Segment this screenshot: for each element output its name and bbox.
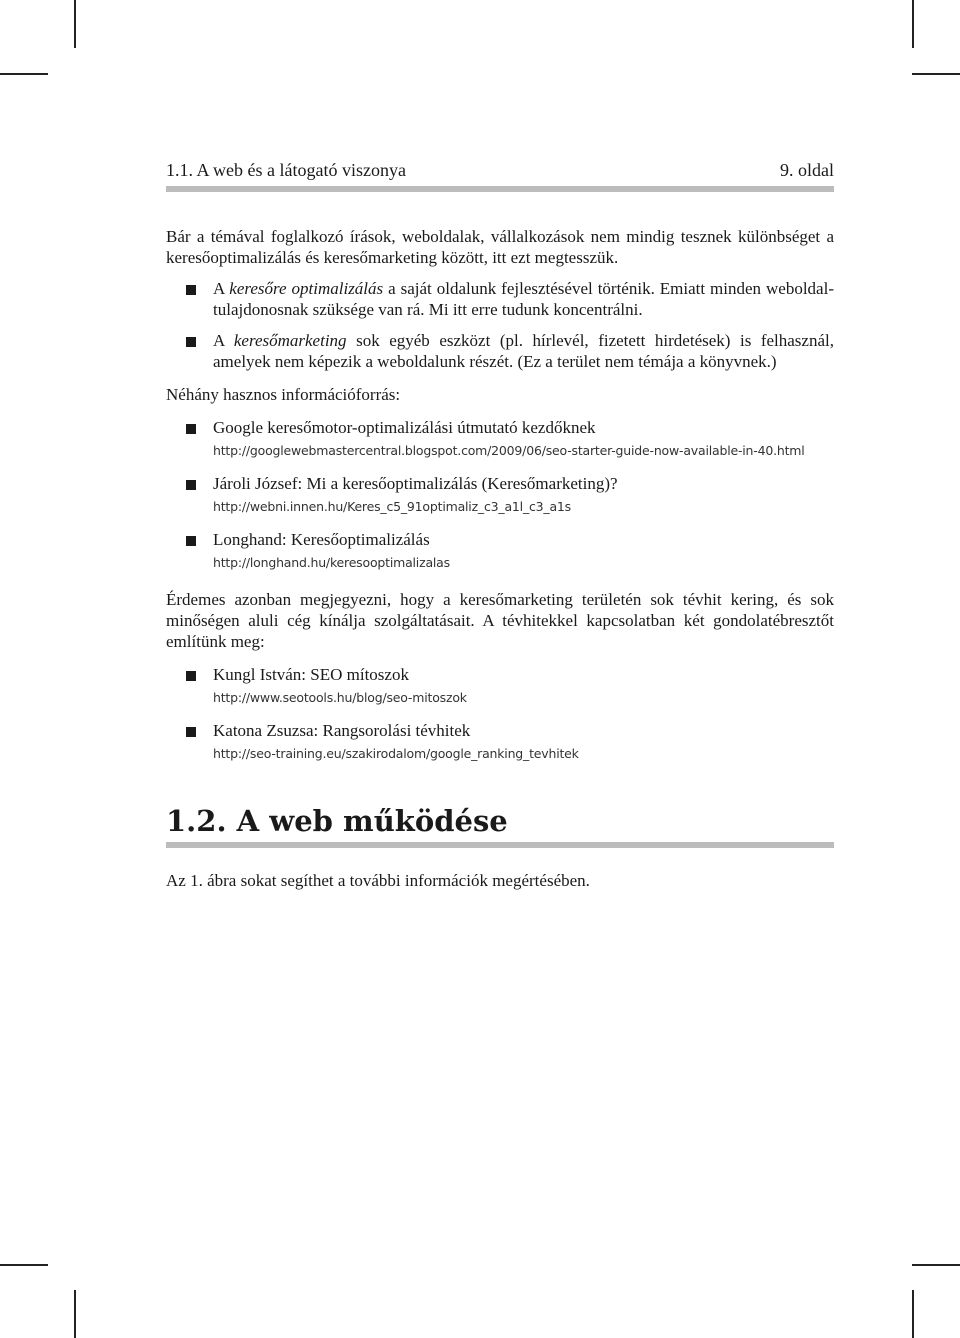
section-rule bbox=[166, 842, 834, 848]
myth-item bbox=[166, 720, 834, 764]
definition-item bbox=[166, 330, 834, 372]
myth-url[interactable]: http://seo-training.eu/szakirodalom/google_ranking_tevhitek bbox=[213, 746, 579, 761]
running-head-section: 1.1. A web és a látogató viszonya bbox=[166, 160, 406, 180]
source-item bbox=[166, 529, 834, 573]
definition-text: A bbox=[213, 279, 230, 298]
sources-intro: Néhány hasznos információforrás: bbox=[166, 385, 401, 404]
source-title: Longhand: Keresőoptimalizálás bbox=[213, 530, 430, 549]
sources-list bbox=[166, 417, 834, 573]
running-head bbox=[166, 158, 834, 182]
myth-title: Kungl István: SEO mítoszok bbox=[213, 665, 409, 684]
crop-mark-top-left bbox=[74, 0, 76, 48]
intro-paragraph: Bár a témával foglalkozó írások, weboldalak, vállalkozások nem mindig tesznek különbséget a keresőoptimalizálás és keresőmarketing között, itt ezt megtesszük. bbox=[166, 227, 834, 267]
definitions-list bbox=[166, 278, 834, 372]
myths-intro: Érdemes azonban megjegyezni, hogy a keresőmarketing területén sok tévhit kering, és sok minőségen aluli cég kínálja szolgáltatásait. A tévhitekkel kapcsolatban két gondolatébresztőt említünk meg: bbox=[166, 590, 834, 651]
source-item bbox=[166, 473, 834, 517]
section-paragraph: Az 1. ábra sokat segíthet a további információk megértésében. bbox=[166, 871, 590, 890]
crop-mark-right-bottom bbox=[912, 1264, 960, 1266]
crop-mark-bottom-left bbox=[74, 1290, 76, 1338]
page bbox=[166, 158, 834, 891]
definition-text: A bbox=[213, 331, 234, 350]
myth-title: Katona Zsuzsa: Rangsorolási tévhitek bbox=[213, 721, 471, 740]
bullet-square-icon bbox=[186, 727, 196, 737]
bullet-square-icon bbox=[186, 337, 196, 347]
crop-mark-left-bottom bbox=[0, 1264, 48, 1266]
myth-url[interactable]: http://www.seotools.hu/blog/seo-mitoszok bbox=[213, 690, 467, 705]
source-url[interactable]: http://longhand.hu/keresooptimalizalas bbox=[213, 555, 450, 570]
crop-mark-bottom-right bbox=[912, 1290, 914, 1338]
definition-item bbox=[166, 278, 834, 320]
myth-item bbox=[166, 664, 834, 708]
header-rule bbox=[166, 186, 834, 192]
source-url[interactable]: http://webni.innen.hu/Keres_c5_91optimaliz_c3_a1l_c3_a1s bbox=[213, 499, 571, 514]
source-item bbox=[166, 417, 834, 461]
definition-term: keresőmarketing bbox=[233, 331, 347, 350]
definition-text: sok egyéb eszközt (pl. hírlevél, fizetett hirdetések) is felhasznál, amelyek nem képezik a weboldalunk részét. (Ez a terület nem témája a könyvnek.) bbox=[213, 331, 834, 371]
bullet-square-icon bbox=[186, 480, 196, 490]
source-title: Google keresőmotor-optimalizálási útmutató kezdőknek bbox=[213, 418, 596, 437]
myths-list bbox=[166, 664, 834, 764]
source-title: Jároli József: Mi a keresőoptimalizálás (Keresőmarketing)? bbox=[213, 474, 618, 493]
bullet-square-icon bbox=[186, 671, 196, 681]
page-number: 9. oldal bbox=[780, 160, 834, 180]
crop-mark-top-right bbox=[912, 0, 914, 48]
section-heading: 1.2. A web működése bbox=[166, 804, 508, 838]
bullet-square-icon bbox=[186, 424, 196, 434]
bullet-square-icon bbox=[186, 536, 196, 546]
crop-mark-right-top bbox=[912, 73, 960, 75]
definition-text: a saját oldalunk fejlesztésével történik. Emiatt minden weboldal-tulajdonosnak szüksége van rá. Mi itt erre tudunk koncentrálni. bbox=[213, 279, 834, 319]
crop-mark-left-top bbox=[0, 73, 48, 75]
definition-term: keresőre optimalizálás bbox=[229, 279, 384, 298]
bullet-square-icon bbox=[186, 285, 196, 295]
source-url[interactable]: http://googlewebmastercentral.blogspot.com/2009/06/seo-starter-guide-now-available-in-40.html bbox=[213, 443, 805, 458]
